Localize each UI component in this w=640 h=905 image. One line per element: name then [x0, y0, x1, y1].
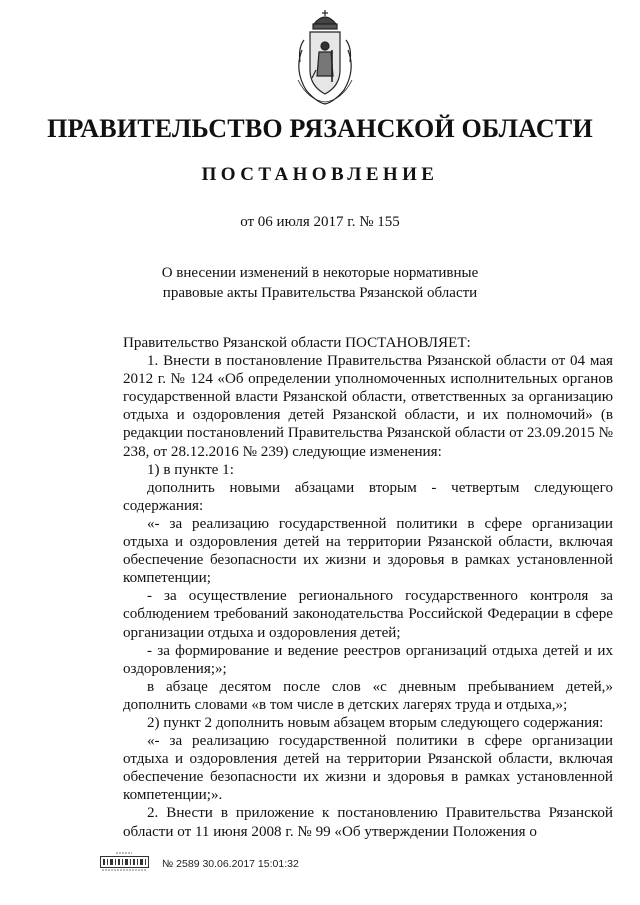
document-type: ПОСТАНОВЛЕНИЕ — [201, 164, 439, 185]
body-paragraph: 1) в пункте 1: — [147, 461, 234, 478]
body-paragraph: 1. Внести в постановление Правительства Рязанской области от 04 мая 2012 г. № 124 «Об определении уполномоченных исполнительных органов государственной власти Рязанской области, ответственных за организацию отдыха и оздоровления детей Рязанской области, и их полномочий» (в редакции постановлений Правительства Рязанской области от 23.09.2015 № 238, от 28.12.2016 № 239) следующие изменения: — [123, 353, 613, 460]
subject-line-2: правовые акты Правительства Рязанской области — [162, 285, 478, 301]
body-paragraph: 2. Внести в приложение к постановлению Правительства Рязанской области от 11 июня 2008 г. № 99 «Об утверждении Положения о — [123, 805, 613, 840]
body-paragraph: - за формирование и ведение реестров организаций отдыха детей и их оздоровления;»; — [123, 642, 613, 677]
document-date-number: от 06 июля 2017 г. № 155 — [240, 214, 400, 230]
body-paragraph: Правительство Рязанской области ПОСТАНОВЛЯЕТ: — [123, 335, 471, 351]
body-paragraph: - за осуществление регионального государственного контроля за соблюдением требований законодательства Российской Федерации в сфере организации отдыха и оздоровления детей; — [123, 588, 613, 641]
body-paragraph: «- за реализацию государственной политики в сфере организации отдыха и оздоровления детей на территории Рязанской области, включая обеспечение безопасности их жизни и здоровья в рамках установленной компетенции;». — [123, 733, 613, 804]
document-body — [123, 334, 613, 841]
document-subject — [0, 263, 640, 303]
body-paragraph: в абзаце десятом после слов «с дневным пребыванием детей,» дополнить словами «в том числе в детских лагерях труда и отдыха,»; — [123, 678, 613, 713]
registration-stamp: № 2589 30.06.2017 15:01:32 — [162, 858, 299, 870]
barcode-stamp-icon — [100, 852, 150, 874]
body-paragraph: 2) пункт 2 дополнить новым абзацем вторым следующего содержания: — [147, 714, 604, 731]
body-paragraph: «- за реализацию государственной политики в сфере организации отдыха и оздоровления детей на территории Рязанской области, включая обеспечение безопасности их жизни и здоровья в рамках установленной компетенции; — [123, 515, 613, 587]
body-paragraph: дополнить новыми абзацами вторым - четвертым следующего содержания: — [123, 479, 613, 514]
organization-title: ПРАВИТЕЛЬСТВО РЯЗАНСКОЙ ОБЛАСТИ — [47, 114, 593, 143]
subject-line-1: О внесении изменений в некоторые нормативные — [161, 265, 479, 281]
registration-footer — [100, 850, 340, 876]
ryazan-coat-of-arms-icon — [292, 10, 358, 106]
